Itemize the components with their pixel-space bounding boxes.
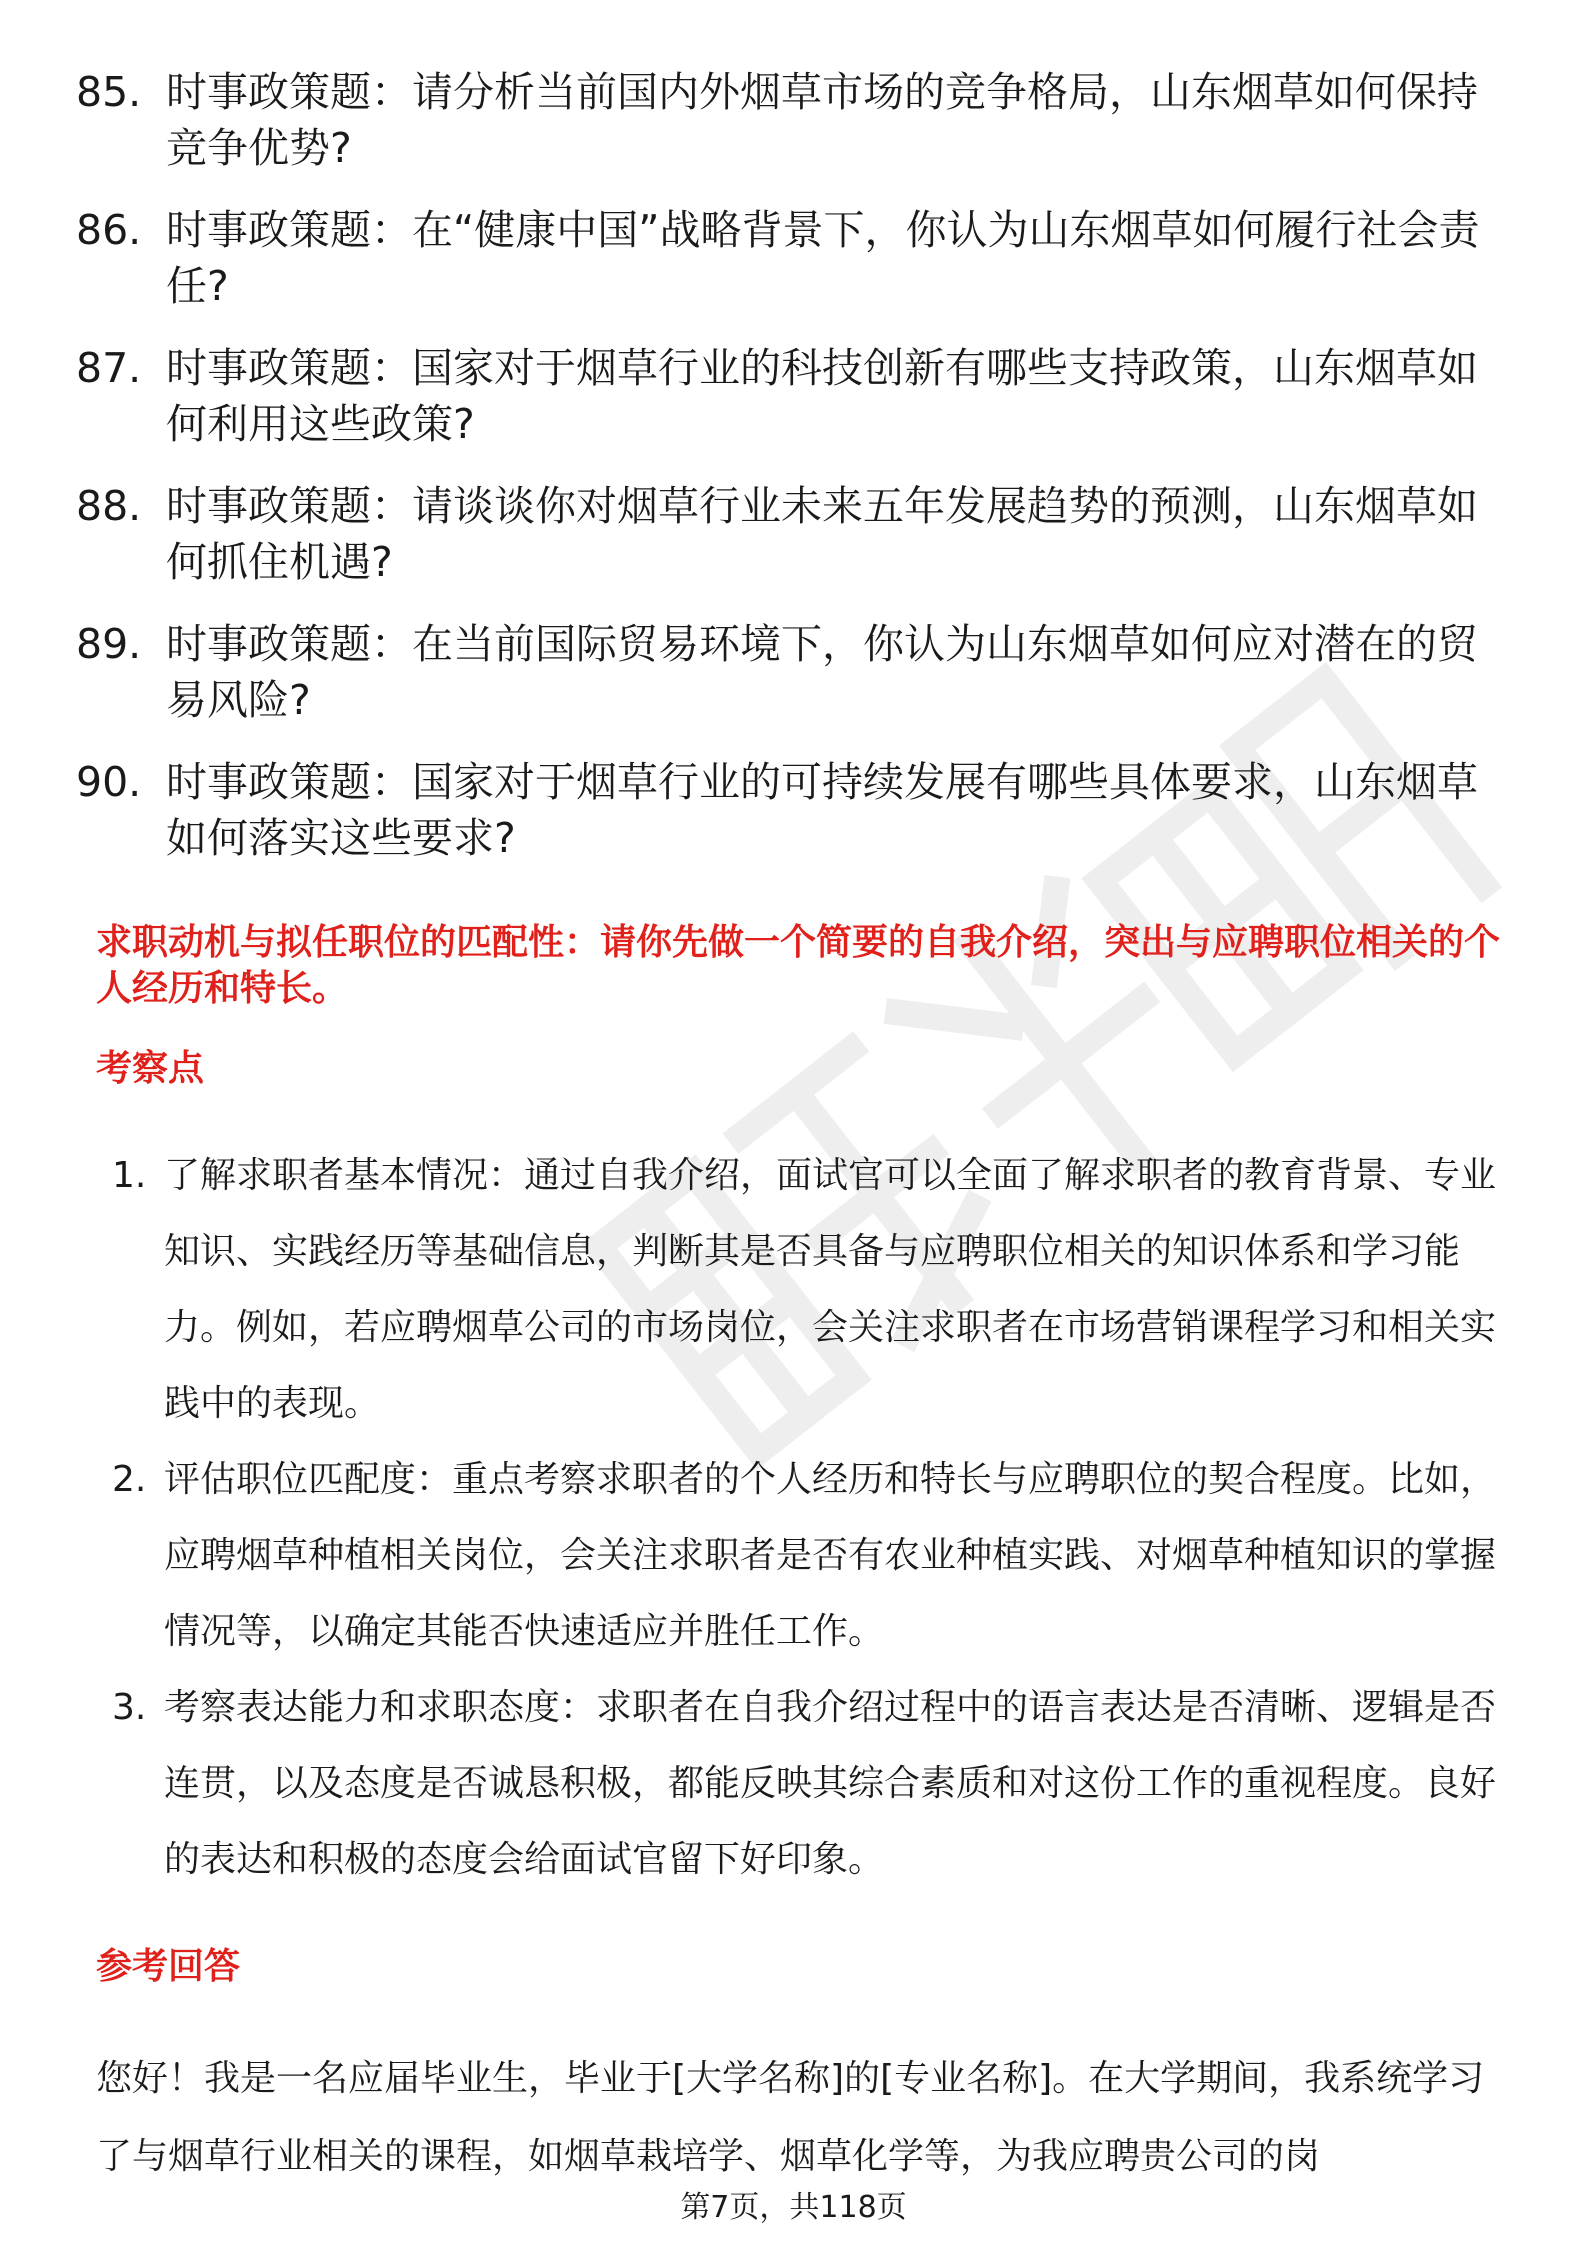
- question-text: 时事政策题：请谈谈你对烟草行业未来五年发展趋势的预测，山东烟草如何抓住机遇?: [166, 482, 1478, 586]
- answer-heading: 参考回答: [96, 1946, 241, 1987]
- question-item: [76, 478, 1496, 590]
- question-number: 87.: [76, 344, 142, 392]
- question-number: 90.: [76, 758, 142, 806]
- question-number: 88.: [76, 482, 142, 530]
- point-text: 考察表达能力和求职态度：求职者在自我介绍过程中的语言表达是否清晰、逻辑是否连贯，以及态度是否诚恳积极，都能反映其综合素质和对这份工作的重视程度。良好的表达和积极的态度会给面试官留下好印象。: [164, 1687, 1497, 1880]
- answer-text: 您好！我是一名应届毕业生，毕业于[大学名称]的[专业名称]。在大学期间，我系统学习了与烟草行业相关的课程，如烟草栽培学、烟草化学等，为我应聘贵公司的岗: [96, 2058, 1485, 2177]
- question-text: 时事政策题：在当前国际贸易环境下，你认为山东烟草如何应对潜在的贸易风险?: [166, 620, 1478, 724]
- point-number: 1.: [112, 1155, 147, 1196]
- question-text: 时事政策题：请分析当前国内外烟草市场的竞争格局，山东烟草如何保持竞争优势?: [166, 68, 1478, 172]
- question-item: [76, 64, 1496, 176]
- assessment-point: [112, 1138, 1502, 1442]
- points-heading: 考察点: [96, 1048, 205, 1089]
- question-item: [76, 340, 1496, 452]
- point-number: 2.: [112, 1459, 147, 1500]
- question-list: [76, 64, 1496, 892]
- point-text: 评估职位匹配度：重点考察求职者的个人经历和特长与应聘职位的契合程度。比如，应聘烟草种植相关岗位，会关注求职者是否有农业种植实践、对烟草种植知识的掌握情况等，以确定其能否快速适应并胜任工作。: [164, 1459, 1497, 1652]
- assessment-point-list: [112, 1138, 1502, 1898]
- question-number: 89.: [76, 620, 142, 668]
- question-text: 时事政策题：国家对于烟草行业的可持续发展有哪些具体要求，山东烟草如何落实这些要求?: [166, 758, 1478, 862]
- assessment-point: [112, 1670, 1502, 1898]
- question-text: 时事政策题：在“健康中国”战略背景下，你认为山东烟草如何履行社会责任?: [166, 206, 1480, 310]
- point-text: 了解求职者基本情况：通过自我介绍，面试官可以全面了解求职者的教育背景、专业知识、实践经历等基础信息，判断其是否具备与应聘职位相关的知识体系和学习能力。例如，若应聘烟草公司的市场岗位，会关注求职者在市场营销课程学习和相关实践中的表现。: [164, 1155, 1497, 1424]
- question-number: 85.: [76, 68, 142, 116]
- question-number: 86.: [76, 206, 142, 254]
- question-item: [76, 616, 1496, 728]
- point-number: 3.: [112, 1687, 147, 1728]
- question-item: [76, 202, 1496, 314]
- assessment-point: [112, 1442, 1502, 1670]
- question-text: 时事政策题：国家对于烟草行业的科技创新有哪些支持政策，山东烟草如何利用这些政策?: [166, 344, 1478, 448]
- section-title: 求职动机与拟任职位的匹配性：请你先做一个简要的自我介绍，突出与应聘职位相关的个人经历和特长。: [96, 922, 1501, 1009]
- question-item: [76, 754, 1496, 866]
- page-number: 第7页，共118页: [680, 2190, 907, 2225]
